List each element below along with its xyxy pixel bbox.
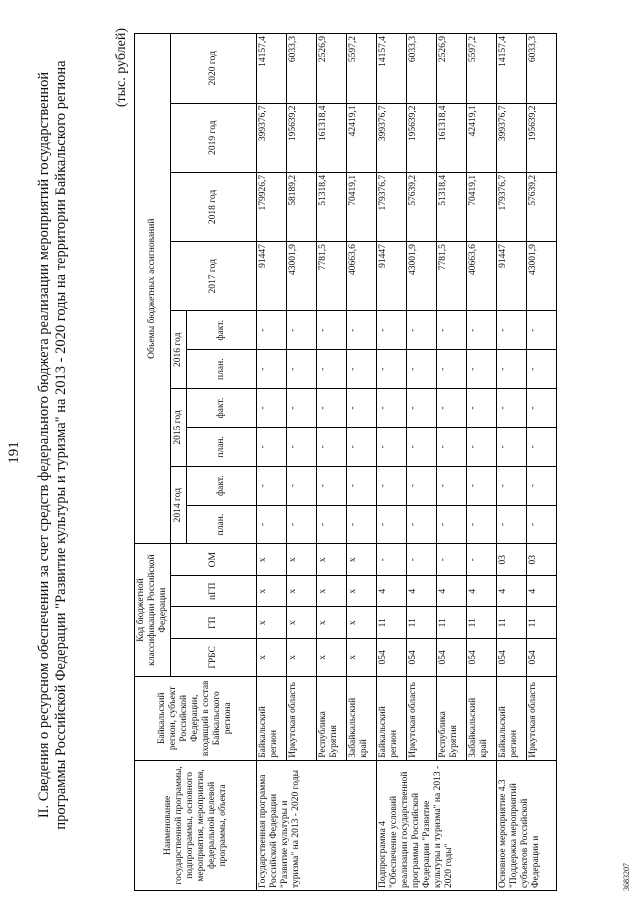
value-cell-f14: - bbox=[377, 466, 407, 505]
value-cell-f15: - bbox=[257, 389, 287, 428]
value-cell-y19: 399376,7 bbox=[497, 103, 527, 172]
header-2015-fact: факт. bbox=[187, 389, 257, 428]
value-cell-pgp: х bbox=[347, 575, 377, 607]
value-cell-y17: 7781,5 bbox=[437, 242, 467, 311]
value-cell-y20: 6033,3 bbox=[407, 34, 437, 104]
table-row bbox=[497, 34, 527, 891]
header-grbs: ГРБС bbox=[171, 638, 257, 676]
header-2017: 2017 год bbox=[171, 242, 257, 311]
value-cell-f15: - bbox=[407, 389, 437, 428]
value-cell-f14: - bbox=[317, 466, 347, 505]
value-cell-om: - bbox=[407, 544, 437, 576]
value-cell-y17: 43001,9 bbox=[407, 242, 437, 311]
value-cell-f15: - bbox=[497, 389, 527, 428]
value-cell-p15: - bbox=[467, 427, 497, 466]
value-cell-p14: - bbox=[407, 505, 437, 544]
value-cell-p14: - bbox=[497, 505, 527, 544]
value-cell-f14: - bbox=[527, 466, 557, 505]
value-cell-y19: 399376,7 bbox=[257, 103, 287, 172]
value-cell-om: х bbox=[317, 544, 347, 576]
value-cell-y20: 14157,4 bbox=[257, 34, 287, 104]
value-cell-pgp: х bbox=[317, 575, 347, 607]
value-cell-grbs: х bbox=[287, 638, 317, 676]
program-name-cell: Основное мероприятие 4.3 "Поддержка мероприятий субъектов Российской Федерации и bbox=[497, 760, 557, 890]
region-cell: Иркутская область bbox=[287, 676, 317, 760]
value-cell-y17: 43001,9 bbox=[527, 242, 557, 311]
value-cell-y18: 57639,2 bbox=[407, 172, 437, 241]
value-cell-f14: - bbox=[257, 466, 287, 505]
value-cell-y18: 70419,1 bbox=[347, 172, 377, 241]
value-cell-p14: - bbox=[437, 505, 467, 544]
header-2016-fact: факт. bbox=[187, 311, 257, 350]
header-2018: 2018 год bbox=[171, 172, 257, 241]
value-cell-grbs: х bbox=[347, 638, 377, 676]
value-cell-y17: 91447 bbox=[497, 242, 527, 311]
table-header bbox=[135, 34, 257, 891]
value-cell-y17: 7781,5 bbox=[317, 242, 347, 311]
value-cell-p15: - bbox=[377, 427, 407, 466]
value-cell-y19: 42419,1 bbox=[347, 103, 377, 172]
value-cell-f15: - bbox=[437, 389, 467, 428]
value-cell-f15: - bbox=[287, 389, 317, 428]
value-cell-y17: 40663,6 bbox=[467, 242, 497, 311]
value-cell-f16: - bbox=[347, 311, 377, 350]
header-2016-plan: план. bbox=[187, 350, 257, 389]
value-cell-p15: - bbox=[287, 427, 317, 466]
value-cell-y18: 179376,7 bbox=[377, 172, 407, 241]
value-cell-f14: - bbox=[497, 466, 527, 505]
header-region: Байкальский регион, субъект Российской Федерации, входящий в состав Байкальского региона bbox=[135, 676, 257, 760]
value-cell-om: - bbox=[467, 544, 497, 576]
value-cell-f16: - bbox=[257, 311, 287, 350]
value-cell-y18: 57639,2 bbox=[527, 172, 557, 241]
value-cell-f15: - bbox=[377, 389, 407, 428]
value-cell-y18: 70419,1 bbox=[467, 172, 497, 241]
value-cell-p16: - bbox=[317, 350, 347, 389]
value-cell-gp: 11 bbox=[407, 607, 437, 639]
region-cell: Республика Бурятия bbox=[437, 676, 467, 760]
value-cell-f16: - bbox=[377, 311, 407, 350]
value-cell-y20: 6033,3 bbox=[527, 34, 557, 104]
value-cell-y20: 6033,3 bbox=[287, 34, 317, 104]
value-cell-gp: 11 bbox=[467, 607, 497, 639]
region-cell: Забайкальский край bbox=[347, 676, 377, 760]
value-cell-f15: - bbox=[527, 389, 557, 428]
header-2015: 2015 год bbox=[171, 389, 187, 467]
value-cell-y17: 40663,6 bbox=[347, 242, 377, 311]
value-cell-y20: 5597,2 bbox=[467, 34, 497, 104]
value-cell-gp: х bbox=[347, 607, 377, 639]
value-cell-p14: - bbox=[527, 505, 557, 544]
header-volumes: Объемы бюджетных ассигнований bbox=[135, 34, 171, 544]
value-cell-f14: - bbox=[437, 466, 467, 505]
value-cell-f16: - bbox=[467, 311, 497, 350]
header-2020: 2020 год bbox=[171, 34, 257, 104]
table-row bbox=[377, 34, 407, 891]
value-cell-p15: - bbox=[437, 427, 467, 466]
program-name-cell: Государственная программа Российской Федерации "Развитие культуры и туризма" на 2013 - 2020 годы bbox=[257, 760, 377, 890]
value-cell-y20: 2526,9 bbox=[437, 34, 467, 104]
value-cell-om: х bbox=[257, 544, 287, 576]
value-cell-f16: - bbox=[407, 311, 437, 350]
value-cell-om: 03 bbox=[527, 544, 557, 576]
value-cell-p16: - bbox=[437, 350, 467, 389]
value-cell-y19: 161318,4 bbox=[317, 103, 347, 172]
value-cell-y19: 195639,2 bbox=[407, 103, 437, 172]
value-cell-p16: - bbox=[377, 350, 407, 389]
program-name-cell: Подпрограмма 4 "Обеспечение условий реализации государственной программы Российской Федерации "Развитие культуры и туризма" на 2013 - 2020 годы" bbox=[377, 760, 497, 890]
value-cell-f15: - bbox=[347, 389, 377, 428]
value-cell-grbs: 054 bbox=[377, 638, 407, 676]
value-cell-f14: - bbox=[467, 466, 497, 505]
value-cell-pgp: х bbox=[257, 575, 287, 607]
value-cell-gp: х bbox=[317, 607, 347, 639]
table-body bbox=[257, 34, 557, 891]
value-cell-y18: 51318,4 bbox=[437, 172, 467, 241]
header-2014: 2014 год bbox=[171, 466, 187, 544]
header-2019: 2019 год bbox=[171, 103, 257, 172]
value-cell-p16: - bbox=[527, 350, 557, 389]
value-cell-p15: - bbox=[257, 427, 287, 466]
value-cell-y17: 91447 bbox=[377, 242, 407, 311]
region-cell: Байкальский регион bbox=[497, 676, 527, 760]
value-cell-om: - bbox=[437, 544, 467, 576]
value-cell-y19: 195639,2 bbox=[287, 103, 317, 172]
value-cell-y20: 14157,4 bbox=[377, 34, 407, 104]
value-cell-p16: - bbox=[287, 350, 317, 389]
document-title: II. Сведения о ресурсном обеспечении за счет средств федерального бюджета реализации мероприятий государственной программы Российской Федерации "Развитие культуры и туризма" на 2013 - 2020 годы на территории Байкальского региона bbox=[36, 60, 69, 830]
value-cell-p16: - bbox=[497, 350, 527, 389]
value-cell-y20: 5597,2 bbox=[347, 34, 377, 104]
header-2014-fact: факт. bbox=[187, 466, 257, 505]
value-cell-pgp: 4 bbox=[467, 575, 497, 607]
value-cell-p14: - bbox=[377, 505, 407, 544]
header-gp: ГП bbox=[171, 607, 257, 639]
value-cell-y20: 2526,9 bbox=[317, 34, 347, 104]
value-cell-f14: - bbox=[407, 466, 437, 505]
region-cell: Иркутская область bbox=[527, 676, 557, 760]
value-cell-p15: - bbox=[407, 427, 437, 466]
value-cell-grbs: 054 bbox=[467, 638, 497, 676]
value-cell-grbs: х bbox=[317, 638, 347, 676]
value-cell-f14: - bbox=[347, 466, 377, 505]
value-cell-f16: - bbox=[287, 311, 317, 350]
table-row bbox=[257, 34, 287, 891]
value-cell-p16: - bbox=[407, 350, 437, 389]
value-cell-f16: - bbox=[317, 311, 347, 350]
value-cell-om: х bbox=[347, 544, 377, 576]
value-cell-gp: 11 bbox=[377, 607, 407, 639]
budget-table bbox=[134, 33, 557, 891]
region-cell: Байкальский регион bbox=[377, 676, 407, 760]
value-cell-pgp: 4 bbox=[497, 575, 527, 607]
value-cell-p15: - bbox=[527, 427, 557, 466]
value-cell-y19: 161318,4 bbox=[437, 103, 467, 172]
value-cell-y17: 43001,9 bbox=[287, 242, 317, 311]
region-cell: Забайкальский край bbox=[467, 676, 497, 760]
value-cell-grbs: 054 bbox=[497, 638, 527, 676]
value-cell-om: х bbox=[287, 544, 317, 576]
header-2015-plan: план. bbox=[187, 427, 257, 466]
value-cell-p16: - bbox=[467, 350, 497, 389]
header-2014-plan: план. bbox=[187, 505, 257, 544]
value-cell-grbs: 054 bbox=[527, 638, 557, 676]
value-cell-p15: - bbox=[317, 427, 347, 466]
value-cell-f15: - bbox=[317, 389, 347, 428]
value-cell-p14: - bbox=[347, 505, 377, 544]
value-cell-y19: 42419,1 bbox=[467, 103, 497, 172]
value-cell-grbs: 054 bbox=[407, 638, 437, 676]
value-cell-y18: 179376,7 bbox=[497, 172, 527, 241]
value-cell-y18: 51318,4 bbox=[317, 172, 347, 241]
unit-label: (тыс. рублей) bbox=[114, 28, 129, 108]
value-cell-p16: - bbox=[257, 350, 287, 389]
value-cell-y20: 14157,4 bbox=[497, 34, 527, 104]
header-pgp: пГП bbox=[171, 575, 257, 607]
value-cell-f16: - bbox=[437, 311, 467, 350]
region-cell: Байкальский регион bbox=[257, 676, 287, 760]
value-cell-p15: - bbox=[497, 427, 527, 466]
value-cell-p14: - bbox=[257, 505, 287, 544]
region-cell: Республика Бурятия bbox=[317, 676, 347, 760]
value-cell-p15: - bbox=[347, 427, 377, 466]
value-cell-y18: 58189,2 bbox=[287, 172, 317, 241]
value-cell-pgp: 4 bbox=[527, 575, 557, 607]
value-cell-p14: - bbox=[317, 505, 347, 544]
value-cell-pgp: 4 bbox=[377, 575, 407, 607]
value-cell-gp: 11 bbox=[497, 607, 527, 639]
value-cell-gp: х bbox=[257, 607, 287, 639]
value-cell-p14: - bbox=[287, 505, 317, 544]
page-number: 191 bbox=[6, 441, 22, 464]
value-cell-om: 03 bbox=[497, 544, 527, 576]
header-om: ОМ bbox=[171, 544, 257, 576]
value-cell-y19: 195639,2 bbox=[527, 103, 557, 172]
value-cell-y19: 399376,7 bbox=[377, 103, 407, 172]
document-id: 3683207 bbox=[622, 863, 631, 891]
value-cell-om: - bbox=[377, 544, 407, 576]
value-cell-f15: - bbox=[467, 389, 497, 428]
value-cell-pgp: 4 bbox=[437, 575, 467, 607]
header-name: Наименование государственной программы, подпрограммы, основного мероприятия, мероприятия, федеральной целевой программы, объекта bbox=[135, 760, 257, 890]
header-budget-code: Код бюджетной классификации Российской Федерации bbox=[135, 544, 171, 676]
value-cell-gp: 11 bbox=[437, 607, 467, 639]
value-cell-p14: - bbox=[467, 505, 497, 544]
value-cell-f16: - bbox=[527, 311, 557, 350]
value-cell-pgp: х bbox=[287, 575, 317, 607]
value-cell-gp: х bbox=[287, 607, 317, 639]
region-cell: Иркутская область bbox=[407, 676, 437, 760]
value-cell-p16: - bbox=[347, 350, 377, 389]
value-cell-grbs: 054 bbox=[437, 638, 467, 676]
value-cell-gp: 11 bbox=[527, 607, 557, 639]
value-cell-y18: 179926,7 bbox=[257, 172, 287, 241]
value-cell-f14: - bbox=[287, 466, 317, 505]
value-cell-pgp: 4 bbox=[407, 575, 437, 607]
header-2016: 2016 год bbox=[171, 311, 187, 389]
value-cell-y17: 91447 bbox=[257, 242, 287, 311]
value-cell-grbs: х bbox=[257, 638, 287, 676]
value-cell-f16: - bbox=[497, 311, 527, 350]
